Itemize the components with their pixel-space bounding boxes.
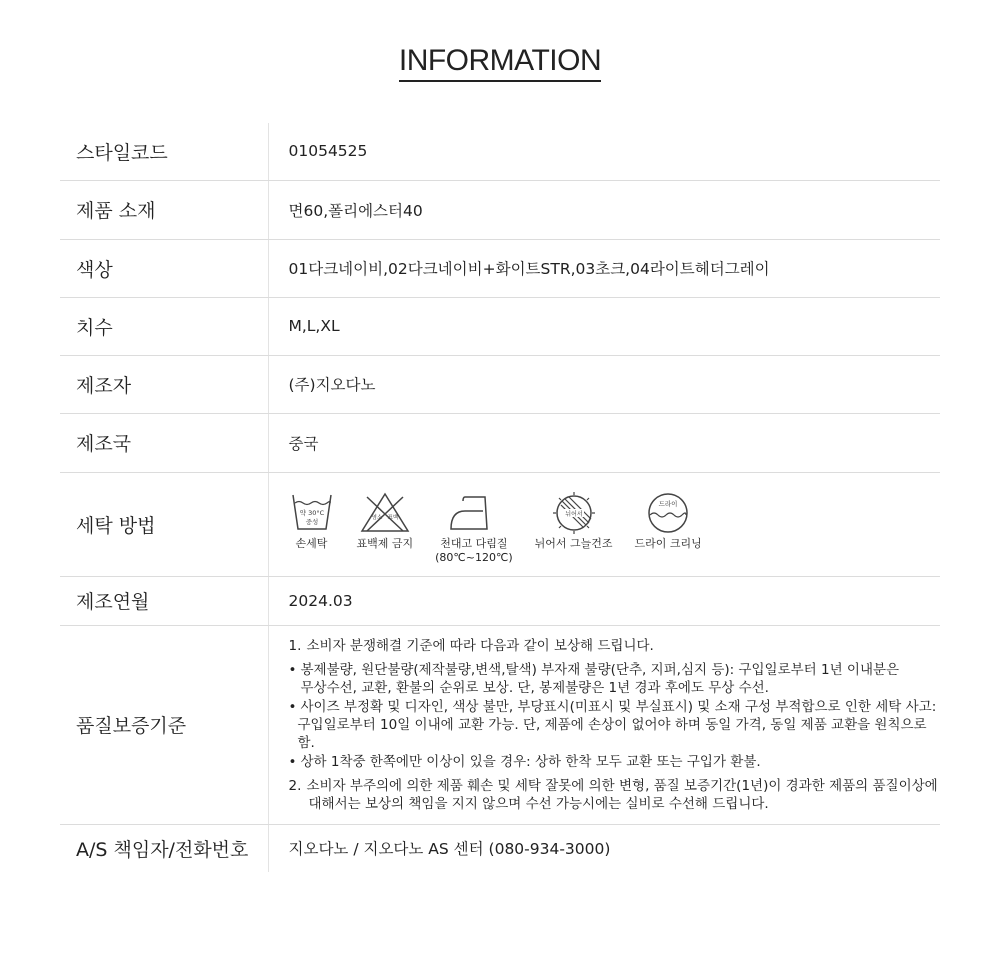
- row-value: 01다크네이비,02다크네이비+화이트STR,03초크,04라이트헤더그레이: [268, 239, 940, 297]
- bullet-line: 무상수선, 교환, 환불의 순위로 보상. 단, 봉제불량은 1년 경과 후에도 무상 수선.: [300, 679, 769, 696]
- care-item-dry-clean: [635, 491, 702, 551]
- table-row: [60, 297, 940, 355]
- point-text: 대해서는 보상의 책임을 지지 않으며 수선 가능시에는 실비로 수선해 드립니다.: [308, 795, 769, 812]
- row-value: 중국: [268, 413, 940, 472]
- quality-point-2: [289, 777, 940, 813]
- care-inner-text: 중성: [305, 518, 318, 526]
- care-caption: 표백제 금지: [356, 537, 414, 550]
- title-area: [0, 0, 1000, 80]
- care-symbols: [268, 472, 940, 576]
- row-label: 제조연월: [60, 576, 268, 625]
- care-inner-text: 뉘어서: [564, 511, 583, 518]
- care-caption: 천대고 다림질: [440, 537, 508, 550]
- row-label: 제조국: [60, 413, 268, 472]
- care-inner-text: 염소: [371, 515, 383, 521]
- care-item-shade-dry: [535, 491, 613, 551]
- row-label: 세탁 방법: [60, 472, 268, 576]
- care-caption: 손세탁: [295, 537, 328, 550]
- row-label: 제조자: [60, 355, 268, 413]
- row-value: 2024.03: [268, 576, 940, 625]
- product-info-table: [60, 123, 940, 872]
- care-caption: (80℃~120℃): [435, 551, 513, 564]
- row-label: 제품 소재: [60, 180, 268, 239]
- quality-standard: [268, 625, 940, 824]
- bullet-mark: •: [288, 661, 297, 678]
- row-label: 품질보증기준: [60, 625, 268, 824]
- care-item-no-bleach: [357, 491, 414, 551]
- no-bleach-icon: [358, 491, 412, 535]
- table-row: [60, 824, 940, 872]
- quality-point-1: [289, 637, 940, 655]
- bullet-mark: •: [288, 698, 297, 715]
- point-text: 소비자 분쟁해결 기준에 따라 다음과 같이 보상해 드립니다.: [306, 637, 654, 654]
- point-text: 소비자 부주의에 의한 제품 훼손 및 세탁 잘못에 의한 변형, 품질 보증기간(1년)이 경과한 제품의 품질이상에: [306, 777, 938, 794]
- care-inner-text: 약 30°C: [299, 509, 324, 517]
- table-row: [60, 576, 940, 625]
- care-item-iron: [435, 491, 513, 565]
- quality-bullet: [289, 661, 940, 697]
- row-label: 스타일코드: [60, 123, 268, 180]
- bullet-line: 봉제불량, 원단불량(제작불량,변색,탈색) 부자재 불량(단추, 지퍼,심지 등): 구입일로부터 1년 이내분은: [300, 661, 900, 678]
- care-row: [60, 472, 940, 576]
- row-label: 치수: [60, 297, 268, 355]
- dry-clean-icon: [643, 491, 693, 535]
- quality-bullet: [289, 753, 940, 771]
- table-row: [60, 413, 940, 472]
- table-row: [60, 123, 940, 180]
- row-label: 색상: [60, 239, 268, 297]
- quality-bullet: [289, 698, 940, 752]
- page-title: INFORMATION: [399, 44, 601, 82]
- row-label: A/S 책임자/전화번호: [76, 838, 249, 861]
- row-value: M,L,XL: [268, 297, 940, 355]
- quality-row: [60, 625, 940, 824]
- table-row: [60, 239, 940, 297]
- bullet-mark: •: [288, 753, 297, 770]
- bullet-line: 구입일로부터 10일 이내에 교환 가능. 단, 제품에 손상이 없어야 하며 동일 가격, 동일 제품 교환을 원칙으로 함.: [297, 716, 927, 751]
- care-caption: 드라이 크리닝: [634, 537, 702, 550]
- table-row: [60, 355, 940, 413]
- hand-wash-icon: [289, 491, 335, 535]
- row-value: 지오다노 / 지오다노 AS 센터 (080-934-3000): [268, 824, 940, 872]
- point-number: 1.: [288, 637, 302, 654]
- care-inner-text: 드라이: [658, 500, 678, 508]
- iron-icon: [445, 491, 503, 535]
- row-value: 면60,폴리에스터40: [268, 180, 940, 239]
- care-inner-text: 표백: [387, 515, 399, 521]
- table-row: [60, 180, 940, 239]
- row-value: 01054525: [268, 123, 940, 180]
- row-value: (주)지오다노: [268, 355, 940, 413]
- bullet-line: 상하 1착중 한쪽에만 이상이 있을 경우: 상하 한착 모두 교환 또는 구입가 환불.: [300, 753, 761, 770]
- care-caption: 뉘어서 그늘건조: [534, 537, 613, 550]
- shade-dry-icon: [549, 491, 599, 535]
- bullet-line: 사이즈 부정확 및 디자인, 색상 불만, 부당표시(미표시 및 부실표시) 및 소재 구성 부적합으로 인한 세탁 사고:: [300, 698, 937, 715]
- point-number: 2.: [288, 777, 302, 794]
- care-item-hand-wash: [289, 491, 335, 551]
